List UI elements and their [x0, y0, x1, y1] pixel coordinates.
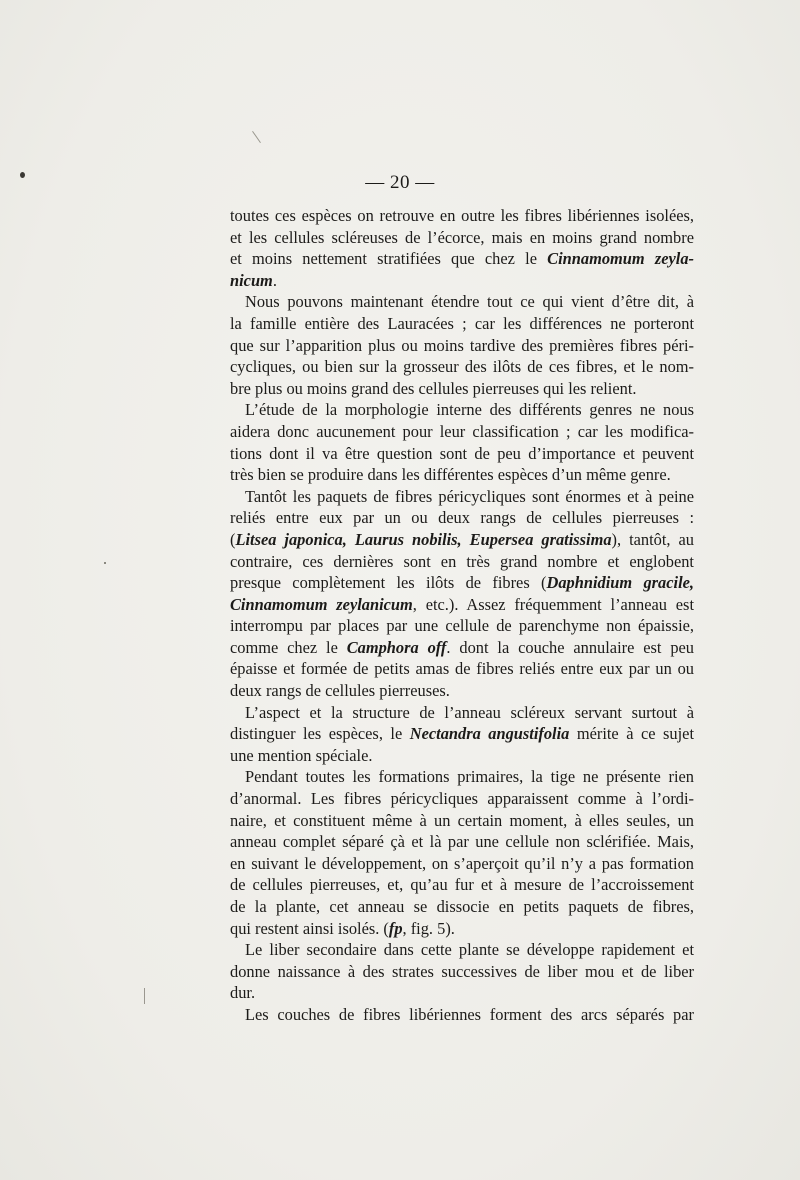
text-line: comme chez le Camphora off. dont la couche annulaire est peu — [230, 637, 694, 657]
species-name: Litsea japonica, Laurus nobilis, Eupersea gratissima — [235, 529, 612, 549]
paragraph-7 — [230, 939, 694, 1004]
paragraph-1 — [230, 205, 694, 291]
ink-speck-mid-margin — [104, 562, 106, 564]
text-line: tions dont il va être question sont de peu d’importance et peuvent — [230, 443, 694, 463]
paragraph-4 — [230, 486, 694, 702]
text-line: anneau complet séparé çà et là par une cellule non sclérifiée. Mais, — [230, 832, 694, 852]
margin-mark-top — [252, 131, 261, 143]
page-number: — 20 — — [365, 172, 435, 193]
text-line: et moins nettement stratifiées que chez le Cinnamomum zeyla- — [230, 249, 694, 269]
paragraph-8 — [230, 1004, 694, 1026]
body-text — [230, 205, 694, 1026]
text-line: toutes ces espèces on retrouve en outre les fibres libériennes isolées, — [230, 206, 694, 225]
text-line: Pendant toutes les formations primaires, la tige ne présente rien — [245, 767, 694, 787]
text-line: Les couches de fibres libériennes forment des arcs séparés par — [245, 1004, 694, 1024]
figure-reference: fp — [388, 918, 403, 938]
text-line: interrompu par places par une cellule de parenchyme non épaissie, — [230, 616, 694, 636]
text-line: très bien se produire dans les différentes espèces d’un même genre. — [230, 465, 671, 485]
text-line: bre plus ou moins grand des cellules pierreuses qui les relient. — [230, 378, 637, 398]
text-line: Le liber secondaire dans cette plante se développe rapidement et — [245, 940, 694, 960]
text-line: Tantôt les paquets de fibres péricycliques sont énormes et à peine — [245, 486, 694, 506]
text-line: épaisse et formée de petits amas de fibres reliés entre eux par un ou — [230, 659, 694, 679]
species-name: nicum — [230, 270, 273, 290]
text-line: distinguer les espèces, le Nectandra angustifolia mérite à ce sujet — [230, 724, 694, 744]
text-line: d’anormal. Les fibres péricycliques apparaissent comme à l’ordi- — [230, 789, 694, 809]
species-name: Daphnidium gracile, — [546, 573, 694, 593]
text-line: presque complètement les ilôts de fibres (Daphnidium gracile, — [230, 573, 694, 593]
text-line: nicum. — [230, 270, 277, 290]
text-line: (Litsea japonica, Laurus nobilis, Eupersea gratissima), tantôt, au — [230, 529, 694, 549]
text-line: la famille entière des Lauracées ; car les différences ne porteront — [230, 313, 694, 333]
species-name: Camphora off — [346, 637, 447, 657]
text-line: L’aspect et la structure de l’anneau scléreux servant surtout à — [245, 702, 694, 722]
text-line: reliés entre eux par un ou deux rangs de cellules pierreuses : — [230, 508, 694, 528]
species-name: Cinnamomum zeylanicum — [230, 594, 413, 614]
text-line: de cellules pierreuses, et, qu’au fur et à mesure de l’accroissement — [230, 875, 694, 895]
text-line: Nous pouvons maintenant étendre tout ce qui vient d’être dit, à — [245, 292, 694, 312]
text-line: naire, et constituent même à un certain moment, à elles seules, un — [230, 810, 694, 830]
text-line: une mention spéciale. — [230, 745, 373, 765]
paragraph-6 — [230, 766, 694, 939]
text-line: deux rangs de cellules pierreuses. — [230, 681, 450, 701]
species-name: Nectandra angustifolia — [409, 724, 570, 744]
text-line: de la plante, cet anneau se dissocie en petits paquets de fibres, — [230, 897, 694, 916]
text-line: donne naissance à des strates successives de liber mou et de liber — [230, 961, 694, 981]
species-name: Cinnamomum zeyla- — [547, 249, 694, 269]
text-line: L’étude de la morphologie interne des différents genres ne nous — [245, 400, 694, 420]
text-line: en suivant le développement, on s’aperçoit qu’il n’y a pas formation — [230, 853, 694, 873]
text-line: et les cellules scléreuses de l’écorce, mais en moins grand nombre — [230, 227, 694, 247]
paragraph-2 — [230, 291, 694, 399]
text-line: qui restent ainsi isolés. (fp, fig. 5). — [230, 918, 455, 938]
text-line: que sur l’apparition plus ou moins tardive des premières fibres péri- — [230, 335, 694, 355]
text-line: Cinnamomum zeylanicum, etc.). Assez fréquemment l’anneau est — [230, 594, 694, 614]
text-line: aidera donc aucunement pour leur classification ; car les modifica- — [230, 421, 694, 441]
margin-mark-bottom — [144, 988, 145, 1004]
text-line: dur. — [230, 983, 256, 1003]
text-line: cycliques, ou bien sur la grosseur des ilôts de ces fibres, et le nom- — [230, 357, 694, 377]
text-line: contraire, ces dernières sont en très grand nombre et englobent — [230, 551, 694, 571]
paragraph-5 — [230, 702, 694, 767]
paragraph-3 — [230, 399, 694, 485]
